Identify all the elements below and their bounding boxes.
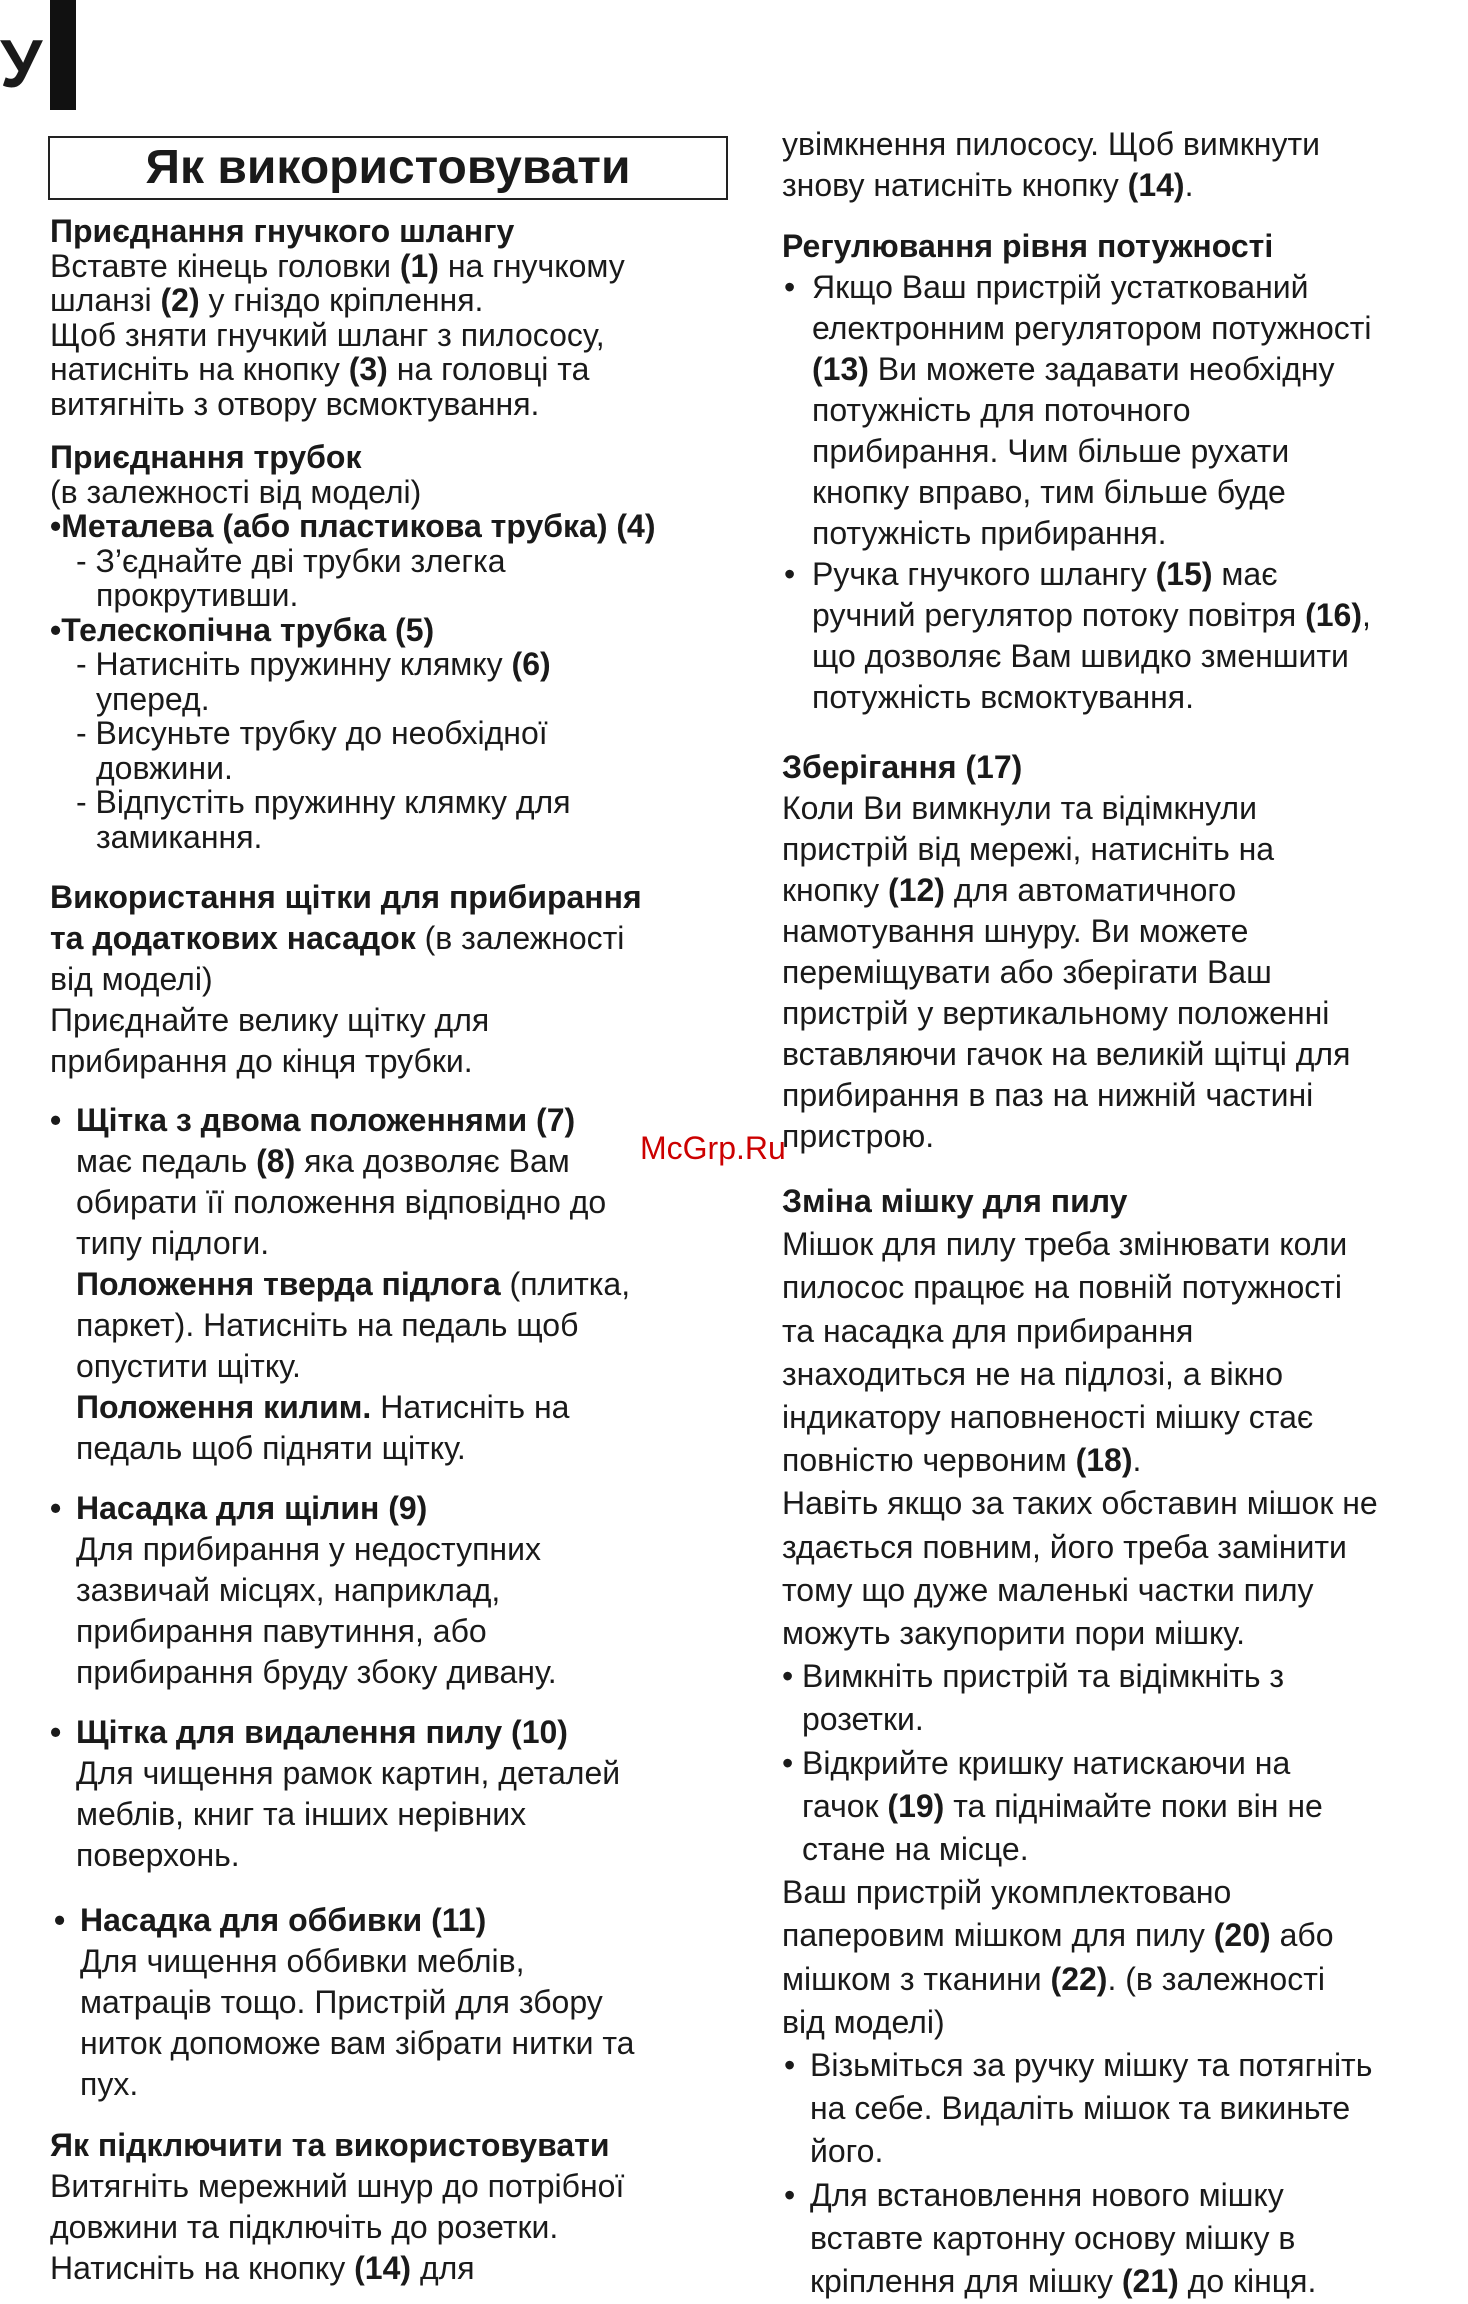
- list-item-title: •Металева (або пластикова трубка) (4): [50, 508, 656, 544]
- text-line: вставляючи гачок на великій щітці для: [782, 1036, 1351, 1072]
- section-title: Використання щітки для прибирання: [50, 879, 642, 915]
- text-line: Для чищення рамок картин, деталей: [76, 1755, 621, 1791]
- text-line: здається повним, його треба замінити: [782, 1528, 1347, 1565]
- text-line: від моделі): [782, 2003, 945, 2040]
- section-connect-use: [50, 2125, 760, 2289]
- section-title-cont: та додаткових насадок (в залежності: [50, 920, 625, 956]
- text-line: індикатору наповненості мішку стає: [782, 1399, 1314, 1436]
- text-line: повністю червоним (18).: [782, 1442, 1142, 1479]
- text-line: Приєднайте велику щітку для: [50, 1002, 490, 1038]
- text-line: має педаль (8) яка дозволяє Вам: [76, 1143, 570, 1179]
- right-continuation: [782, 124, 1468, 206]
- text-line: Коли Ви вимкнули та відімкнули: [782, 790, 1257, 826]
- text-line: Для чищення оббивки меблів,: [80, 1943, 525, 1979]
- text-line: Вставте кінець головки (1) на гнучкому: [50, 247, 625, 284]
- list-item: • Візьміться за ручку мішку та потягніть на себе. Видаліть мішок та викиньте його.: [784, 2047, 1373, 2170]
- text-line: обирати її положення відповідно до: [76, 1184, 607, 1220]
- page-letter: У: [0, 26, 43, 102]
- section-dust-bag: [782, 1180, 1468, 2303]
- text-line: знаходиться не на підлозі, а вікно: [782, 1355, 1284, 1392]
- text-line: пристрій у вертикальному положенні: [782, 995, 1330, 1031]
- text-line: паркет). Натисніть на педаль щоб: [76, 1307, 579, 1343]
- list-item: - З’єднайте дві трубки злегка: [76, 542, 506, 579]
- item-title: • Щітка з двома положеннями (7): [50, 1102, 576, 1138]
- section-title: Приєднання гнучкого шлангу: [50, 213, 515, 249]
- list-item: • Ручка гнучкого шлангу (15) має ручний регулятор потоку повітря (16), що дозволяє Вам швидко зменшити потужність всмоктування.: [784, 556, 1371, 715]
- text-line: мішком з тканини (22). (в залежності: [782, 1960, 1325, 1997]
- text-line: намотування шнуру. Ви можете: [782, 913, 1249, 949]
- text-line: типу підлоги.: [76, 1225, 270, 1261]
- item-title: • Насадка для оббивки (11): [54, 1902, 487, 1938]
- section-storage: [782, 747, 1468, 1157]
- main-title: Як використовувати: [48, 136, 728, 200]
- section-title: Приєднання трубок: [50, 439, 362, 475]
- text-line: тому що дуже маленькі частки пилу: [782, 1571, 1314, 1608]
- text-line: прибирання павутиння, або: [76, 1613, 487, 1649]
- text-line: меблів, книг та інших нерівних: [76, 1796, 527, 1832]
- section-title: Зміна мішку для пилу: [782, 1183, 1128, 1219]
- text-line: кнопку (12) для автоматичного: [782, 872, 1237, 908]
- text-line: натисніть на кнопку (3) на головці та: [50, 351, 590, 387]
- text-line: пристрою.: [782, 1118, 935, 1154]
- list-item: • Для встановлення нового мішку вставте картонну основу мішку в кріплення для мішку (21) до кінця.: [784, 2176, 1317, 2300]
- text-line: Положення килим. Натисніть на: [76, 1389, 570, 1425]
- text-line: та насадка для прибирання: [782, 1312, 1194, 1349]
- text-line: Положення тверда підлога (плитка,: [76, 1266, 631, 1302]
- list-item: довжини.: [96, 749, 233, 786]
- item-crevice-tool: [50, 1488, 750, 1693]
- list-item: - Натисніть пружинну клямку (6): [76, 646, 551, 682]
- text-line: пилосос працює на повній потужності: [782, 1269, 1343, 1306]
- text-line: увімкнення пилососу. Щоб вимкнути: [782, 126, 1320, 162]
- list-item: замикання.: [96, 818, 263, 855]
- text-line: Витягніть мережний шнур до потрібної: [50, 2168, 625, 2204]
- item-title: • Насадка для щілин (9): [50, 1490, 428, 1526]
- text-line: Для прибирання у недоступних: [76, 1531, 541, 1567]
- list-item: - Відпустіть пружинну клямку для: [76, 784, 571, 820]
- text-line: витягніть з отвору всмоктування.: [50, 385, 540, 422]
- item-dusting-brush: [50, 1712, 750, 1876]
- page-marker-bar: [50, 0, 76, 110]
- section-title: Зберігання (17): [782, 749, 1023, 785]
- section-title: Як підключити та використовувати: [50, 2127, 610, 2163]
- section-accessories: [50, 877, 760, 1082]
- text-line: довжини та підключіть до розетки.: [50, 2209, 559, 2245]
- list-item: уперед.: [96, 680, 210, 717]
- text-line: педаль щоб підняти щітку.: [76, 1430, 466, 1466]
- item-upholstery-tool: [54, 1900, 754, 2105]
- text-line: паперовим мішком для пилу (20) або: [782, 1917, 1334, 1954]
- text-line: знову натисніть кнопку (14).: [782, 167, 1194, 203]
- text-line: пристрій від мережі, натисніть на: [782, 831, 1275, 867]
- text-line: ниток допоможе вам зібрати нитки та: [80, 2025, 635, 2061]
- list-item: • Вимкніть пристрій та відімкніть з розетки.: [782, 1658, 1285, 1738]
- text-line: матраців тощо. Пристрій для збору: [80, 1984, 603, 2020]
- item-title: • Щітка для видалення пилу (10): [50, 1714, 568, 1750]
- text-line: пух.: [80, 2066, 139, 2102]
- list-item: - Висуньте трубку до необхідної: [76, 715, 548, 751]
- list-item: • Якщо Ваш пристрій устаткований електронним регулятором потужності (13) Ви можете задавати необхідну потужність для поточного прибирання. Чим більше рухати кнопку вправо, тим більше буде потужність прибирання.: [784, 269, 1372, 551]
- section-title: Регулювання рівня потужності: [782, 228, 1274, 264]
- text-line: (в залежності від моделі): [50, 473, 422, 510]
- list-item: • Відкрийте кришку натискаючи на гачок (19) та піднімайте поки він не стане на місце.: [782, 1744, 1323, 1868]
- section-tubes: [50, 440, 750, 854]
- text-line: від моделі): [50, 961, 213, 997]
- text-line: шланзі (2) у гніздо кріплення.: [50, 282, 484, 318]
- list-item: прокрутивши.: [96, 577, 299, 613]
- text-line: переміщувати або зберігати Ваш: [782, 954, 1272, 990]
- text-line: опустити щітку.: [76, 1348, 301, 1384]
- text-line: можуть закупорити пори мішку.: [782, 1615, 1245, 1652]
- text-line: Щоб зняти гнучкий шланг з пилососу,: [50, 316, 605, 353]
- text-line: Ваш пристрій укомплектовано: [782, 1874, 1232, 1911]
- text-line: прибирання бруду збоку дивану.: [76, 1654, 557, 1690]
- text-line: Натисніть на кнопку (14) для: [50, 2250, 475, 2286]
- text-line: Мішок для пилу треба змінювати коли: [782, 1226, 1348, 1263]
- text-line: поверхонь.: [76, 1837, 240, 1873]
- list-item-title: •Телескопічна трубка (5): [50, 611, 435, 648]
- section-power-control: [782, 226, 1468, 718]
- watermark: McGrp.Ru: [640, 1130, 786, 1166]
- text-line: Навіть якщо за таких обставин мішок не: [782, 1485, 1378, 1522]
- text-line: зазвичай місцях, наприклад,: [76, 1572, 501, 1608]
- text-line: прибирання в паз на нижній частині: [782, 1077, 1314, 1113]
- text-line: прибирання до кінця трубки.: [50, 1043, 473, 1079]
- section-hose: [50, 214, 750, 421]
